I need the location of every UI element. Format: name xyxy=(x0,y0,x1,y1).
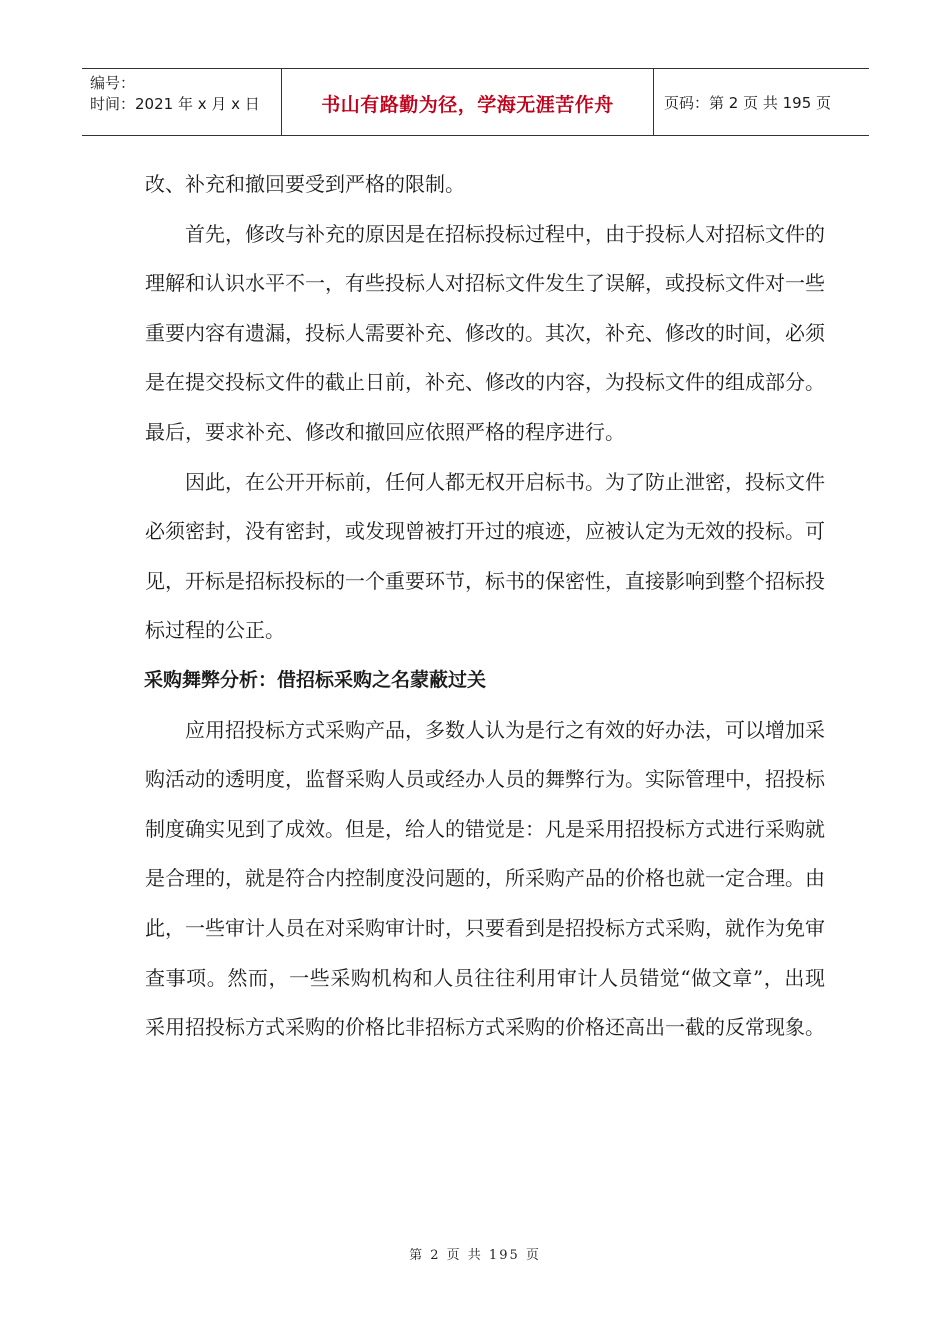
page-header xyxy=(82,68,869,136)
header-motto: 书山有路勤为径，学海无涯苦作舟 xyxy=(321,93,614,116)
paragraph-continuation: 改、补充和撤回要受到严格的限制。 xyxy=(145,172,465,196)
paragraph-procurement-fraud: 应用招投标方式采购产品，多数人认为是行之有效的好办法，可以增加采购活动的透明度，监督采购人员或经办人员的舞弊行为。实际管理中，招投标制度确实见到了成效。但是，给人的错觉是：凡是采用招投标方式进行采购就是合理的，就是符合内控制度没问题的，所采购产品的价格也就一定合理。由此，一些审计人员在对采购审计时，只要看到是招投标方式采购，就作为免审查事项。然而，一些采购机构和人员往往利用审计人员错觉“做文章”，出现采用招投标方式采购的价格比非招标方式采购的价格还高出一截的反常现象。 xyxy=(145,717,825,1040)
paragraph-modification-reasons: 首先，修改与补充的原因是在招标投标过程中，由于投标人对招标文件的理解和认识水平不一，有些投标人对招标文件发生了误解，或投标文件对一些重要内容有遗漏，投标人需要补充、修改的。其次，补充、修改的时间，必须是在提交投标文件的截止日前，补充、修改的内容，为投标文件的组成部分。最后，要求补充、修改和撤回应依照严格的程序进行。 xyxy=(145,221,825,444)
header-meta-cell xyxy=(82,69,282,135)
document-time-label: 时间：2021 年 x 月 x 日 xyxy=(90,95,260,113)
header-page-info: 页码：第 2 页 共 195 页 xyxy=(664,93,832,112)
header-page-cell xyxy=(654,69,869,135)
header-motto-cell xyxy=(282,69,654,135)
document-number-label: 编号： xyxy=(90,74,136,92)
paragraph-bid-confidentiality: 因此，在公开开标前，任何人都无权开启标书。为了防止泄密，投标文件必须密封，没有密封，或发现曾被打开过的痕迹，应被认定为无效的投标。可见，开标是招标投标的一个重要环节，标书的保密性，直接影响到整个招标投标过程的公正。 xyxy=(145,469,825,643)
document-body xyxy=(145,160,825,1053)
page-footer: 第 2 页 共 195 页 xyxy=(409,1248,541,1263)
section-heading: 采购舞弊分析：借招标采购之名蒙蔽过关 xyxy=(144,668,487,691)
